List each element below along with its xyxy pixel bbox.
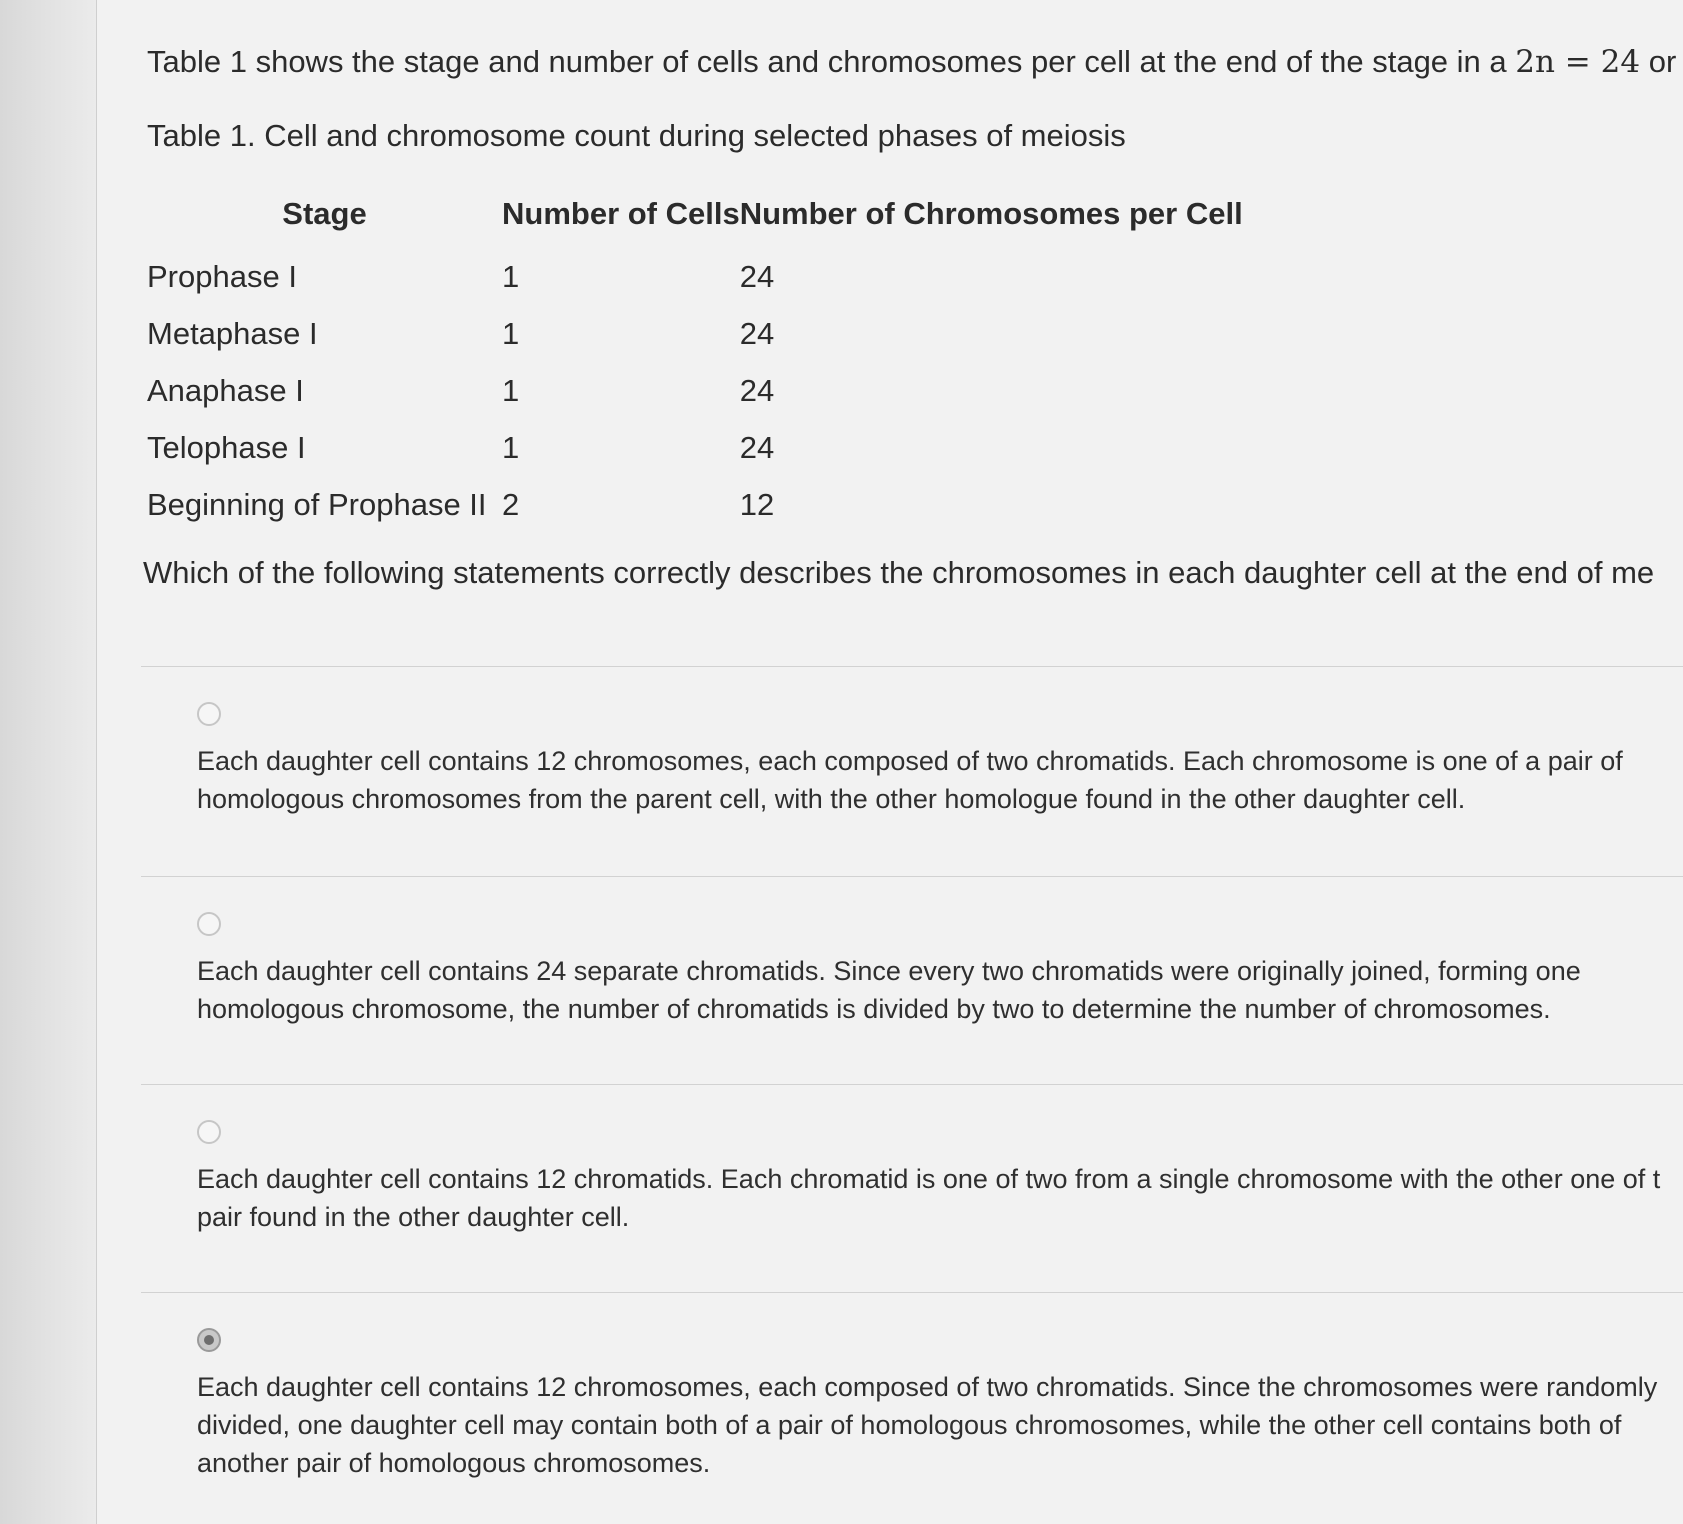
table-header-row [147,196,1243,248]
cell-chromosomes: 24 [739,258,775,294]
header-stage: Stage [282,196,367,231]
answer-option-2-text[interactable]: Each daughter cell contains 24 separate chromatids. Since every two chromatids were originally joined, forming one homologous chromosome, the number of chromatids is divided by two to determine the number of chromosomes. [197,956,1581,1024]
cell-cells: 1 [502,429,520,465]
table-row [147,305,1243,362]
answer-option-2[interactable] [197,912,1677,1028]
question-text: Which of the following statements correctly describes the chromosomes in each daughter cell at the end of me [143,555,1655,590]
radio-button-3[interactable] [197,1120,221,1144]
intro-math: 2n = 24 [1515,44,1641,80]
table-title: Table 1. Cell and chromosome count during selected phases of meiosis [147,118,1126,153]
left-gutter [0,0,96,1524]
answer-option-1[interactable] [197,702,1677,818]
radio-button-4-selected[interactable] [197,1328,221,1352]
cell-chromosomes: 24 [739,429,775,465]
radio-button-2[interactable] [197,912,221,936]
answer-option-4[interactable] [197,1328,1677,1482]
table-row [147,419,1243,476]
cell-chromosomes: 24 [739,315,775,351]
cell-cells: 2 [502,486,520,522]
cell-chromosomes: 12 [739,486,775,522]
question-page [96,0,1683,1524]
radio-button-1[interactable] [197,702,221,726]
intro-text-after: or [1640,44,1677,79]
answer-option-4-text[interactable]: Each daughter cell contains 12 chromosomes, each composed of two chromatids. Since the chromosomes were randomly divided, one daughter cell may contain both of a pair of homologous chromosomes, while the other cell contains both of another pair of homologous chromosomes. [197,1372,1658,1478]
cell-stage: Telophase I [147,429,306,465]
table-row [147,248,1243,305]
cell-cells: 1 [502,315,520,351]
intro-text [147,44,1676,80]
cell-cells: 1 [502,372,520,408]
cell-cells: 1 [502,258,520,294]
header-cells: Number of Cells [502,196,740,231]
table-row [147,362,1243,419]
intro-text-before: Table 1 shows the stage and number of cells and chromosomes per cell at the end of the stage in a [147,44,1516,79]
option-divider [141,1084,1683,1085]
option-divider [141,1292,1683,1293]
header-chromosomes: Number of Chromosomes per Cell [739,196,1243,231]
cell-stage: Metaphase I [147,315,318,351]
answer-option-3[interactable] [197,1120,1677,1236]
option-divider [141,876,1683,877]
cell-chromosomes: 24 [739,372,775,408]
cell-stage: Anaphase I [147,372,304,408]
cell-stage: Prophase I [147,258,297,294]
answer-option-1-text[interactable]: Each daughter cell contains 12 chromosomes, each composed of two chromatids. Each chromosome is one of a pair of homologous chromosomes from the parent cell, with the other homologue found in the other daughter cell. [197,746,1623,814]
answer-option-3-text[interactable]: Each daughter cell contains 12 chromatids. Each chromatid is one of two from a single chromosome with the other one of t pair found in the other daughter cell. [197,1164,1661,1232]
meiosis-table [147,196,1243,533]
cell-stage: Beginning of Prophase II [147,486,487,522]
option-divider [141,666,1683,667]
table-row [147,476,1243,533]
